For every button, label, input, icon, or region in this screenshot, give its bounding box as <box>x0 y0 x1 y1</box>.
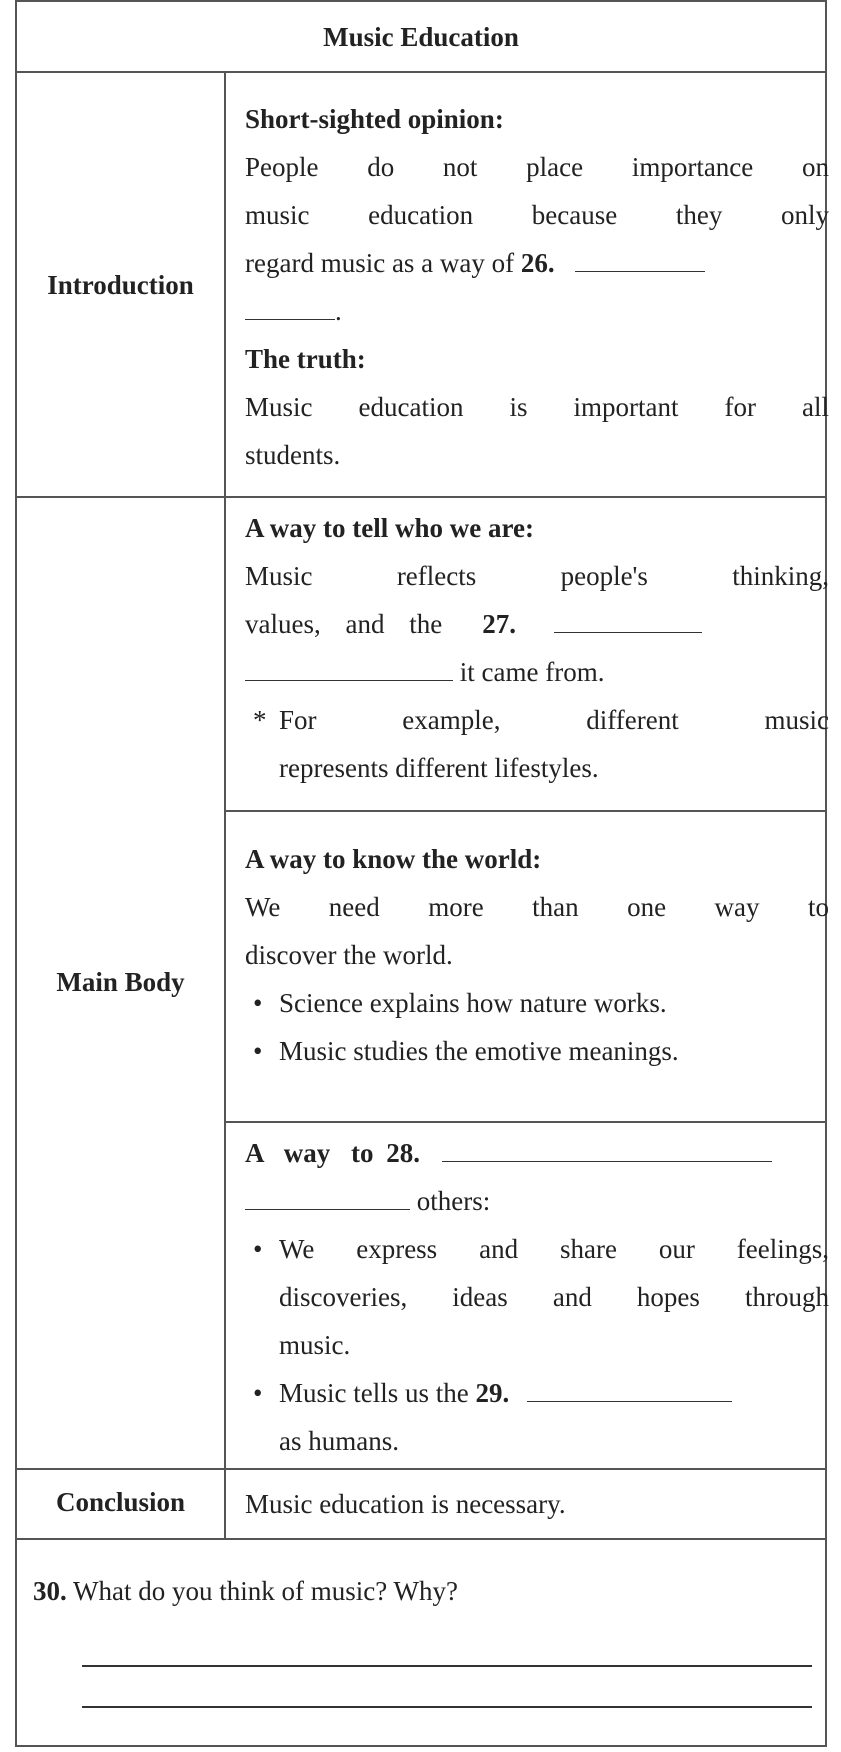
column-divider <box>224 71 226 1540</box>
opinion-line: music education because they only <box>245 200 829 230</box>
question-30-text: What do you think of music? Why? <box>73 1576 458 1606</box>
question-number-29: 29. <box>475 1378 510 1408</box>
section2-line: We need more than one way to <box>245 892 829 922</box>
answer-blank-29[interactable] <box>527 1371 732 1402</box>
question-number-28: 28. <box>386 1138 420 1168</box>
section1-line: values, and the <box>245 609 443 639</box>
heading-know-the-world: A way to know the world <box>245 844 533 874</box>
example-line: represents different lifestyles. <box>279 753 599 783</box>
label-introduction: Introduction <box>47 270 194 300</box>
label-conclusion: Conclusion <box>55 1487 186 1517</box>
heading-who-we-are: A way to tell who we are <box>245 513 525 543</box>
question-number-26: 26. <box>520 248 555 278</box>
answer-blank-27[interactable] <box>554 602 702 633</box>
opinion-line: regard music as a way of <box>245 248 515 278</box>
bullet-icon: • <box>253 1036 263 1066</box>
bullet-line: music. <box>279 1330 351 1360</box>
truth-line: students. <box>245 440 341 470</box>
bullet-line: discoveries, ideas and hopes through <box>279 1282 829 1312</box>
heading-the-truth: The truth <box>245 344 357 374</box>
question-number-30: 30. <box>33 1576 67 1606</box>
rule <box>17 1538 825 1540</box>
rule <box>224 810 825 812</box>
asterisk-marker: * <box>253 705 267 735</box>
answer-blank-28-continued[interactable] <box>245 1179 410 1210</box>
answer-blank-26[interactable] <box>575 241 705 272</box>
bullet-line: as humans. <box>279 1426 399 1456</box>
bullet-item: Science explains how nature works. <box>279 988 667 1018</box>
section2-line: discover the world. <box>245 940 453 970</box>
heading-short-sighted-opinion: Short-sighted opinion <box>245 104 495 134</box>
answer-blank-26-continued[interactable] <box>245 289 335 320</box>
truth-line: Music education is important for all <box>245 392 829 422</box>
table-title: Music Education <box>323 22 519 52</box>
label-main-body: Main Body <box>56 967 185 997</box>
rule <box>17 1468 825 1470</box>
music-education-table: Music Education Introduction Main Body Conclusion Short-sighted opinion: People do not place importance on music education because they only regard music as a way of 26. . The truth: Music education is important for all students. A way to tell who we are: Music reflects people's thinking, values, and the 27. it came from. * For example, different music represents different lifestyles. A way to know the world: We need more than one way to discover the world. • Science explains how nature works. • Music studies the emotive meanings. A way to 28. others: • We express and share our feelings, discoveries, ideas and hopes through music. • Music tells us the 29. as humans. Music education is necessary. 30. What do you think of music? Why? <box>15 0 827 1747</box>
answer-blank-28[interactable] <box>442 1131 772 1162</box>
conclusion-text: Music education is necessary. <box>245 1489 566 1519</box>
answer-blank-27-continued[interactable] <box>245 650 453 681</box>
bullet-icon: • <box>253 1234 263 1264</box>
heading-way-to: A way to <box>245 1138 374 1168</box>
rule <box>17 71 825 73</box>
opinion-line: People do not place importance on <box>245 152 829 182</box>
rule <box>17 496 825 498</box>
bullet-icon: • <box>253 1378 263 1408</box>
example-line: For example, different music <box>279 705 829 735</box>
bullet-item: Music studies the emotive meanings. <box>279 1036 679 1066</box>
bullet-icon: • <box>253 988 263 1018</box>
bullet-line: We express and share our feelings, <box>279 1234 829 1264</box>
question-number-27: 27. <box>482 609 516 639</box>
section1-line: Music reflects people's thinking, <box>245 561 829 591</box>
rule <box>224 1121 825 1123</box>
answer-line-30[interactable] <box>82 1665 812 1667</box>
answer-line-30[interactable] <box>82 1706 812 1708</box>
